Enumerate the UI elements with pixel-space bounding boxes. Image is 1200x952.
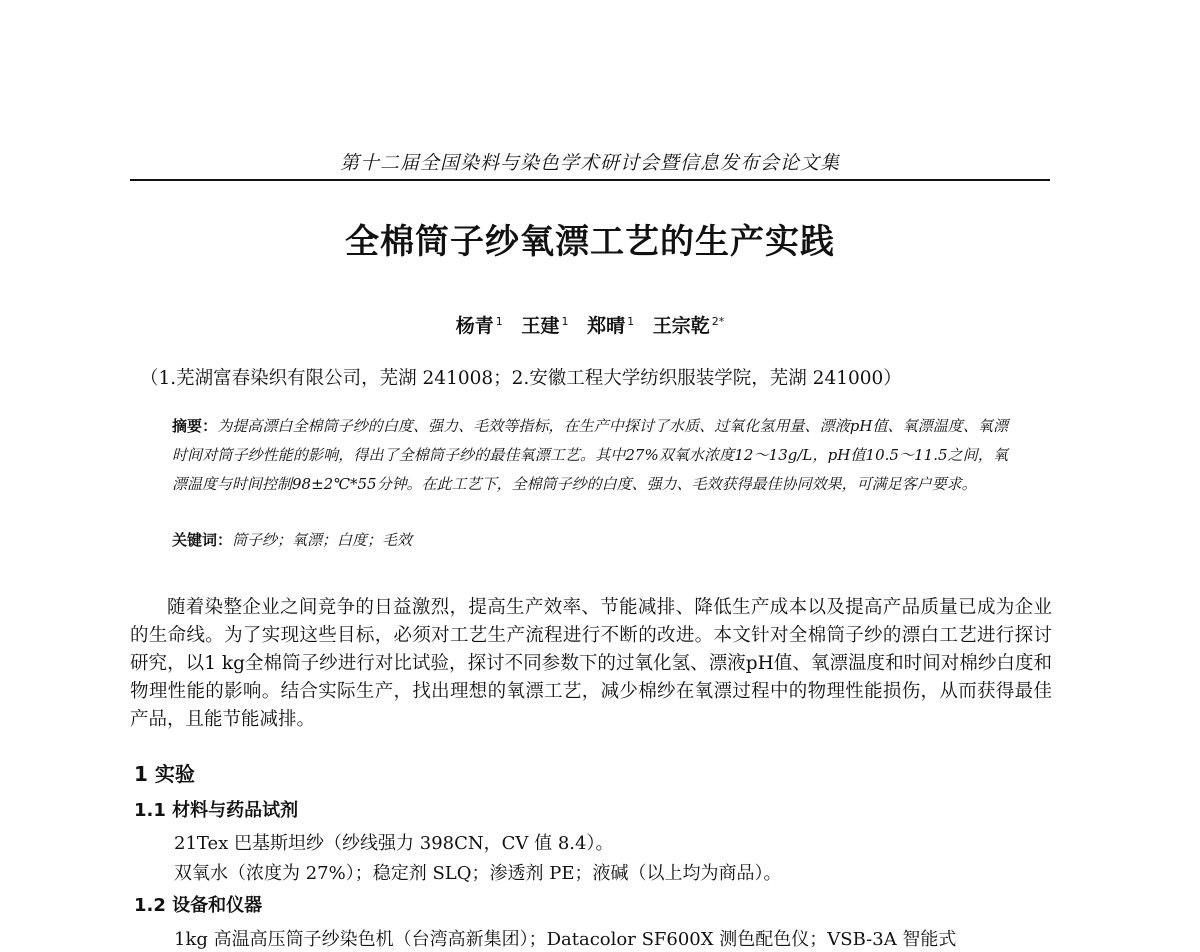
materials-line: 21Tex 巴基斯坦纱（纱线强力 398CN，CV 值 8.4）。 — [174, 833, 614, 854]
author-affil-mark: 1 — [495, 314, 503, 328]
section-heading: 1 实验 — [134, 762, 195, 786]
keywords — [172, 529, 1008, 550]
author — [587, 315, 634, 337]
intro-paragraph: 随着染整企业之间竞争的日益激烈，提高生产效率、节能减排、降低生产成本以及提高产品质量已成为企业的生命线。为了实现这些目标，必须对工艺生产流程进行不断的改进。本文针对全棉筒子纱的漂白工艺进行探讨研究，以1 kg全棉筒子纱进行对比试验，探讨不同参数下的过氧化氢、漂液pH值、氧漂温度和时间对棉纱白度和物理性能的影响。结合实际生产，找出理想的氧漂工艺，减少棉纱在氧漂过程中的物理性能损伤，从而获得最佳产品，且能节能减排。 — [130, 597, 1052, 730]
subsection-heading: 1.1 材料与药品试剂 — [134, 800, 299, 821]
paper-title: 全棉筒子纱氧漂工艺的生产实践 — [345, 222, 835, 262]
equipment-line: 1kg 高温高压筒子纱染色机（台湾高新集团）；Datacolor SF600X 测色配色仪；VSB-3A 智能式 — [174, 929, 957, 950]
running-header: 第十二届全国染料与染色学术研讨会暨信息发布会论文集 — [339, 152, 840, 174]
author-name: 郑晴 — [587, 315, 626, 337]
author-affil-mark: 1 — [561, 314, 569, 328]
author-name: 王宗乾 — [652, 315, 710, 337]
materials-line: 双氧水（浓度为 27%）；稳定剂 SLQ；渗透剂 PE；液碱（以上均为商品）。 — [174, 863, 782, 884]
keywords-label: 关键词： — [172, 531, 233, 549]
abstract — [172, 412, 1008, 499]
author-name: 王建 — [521, 315, 560, 337]
affiliation: （1.芜湖富春染织有限公司，芜湖 241008；2.安徽工程大学纺织服装学院，芜湖 241000） — [140, 368, 902, 389]
author — [456, 315, 503, 337]
author — [653, 315, 725, 337]
author-list — [130, 311, 1050, 338]
author-name: 杨青 — [455, 315, 494, 337]
keywords-text: 筒子纱；氧漂；白度；毛效 — [232, 531, 413, 549]
abstract-label: 摘要： — [172, 417, 218, 435]
header-rule — [130, 179, 1050, 181]
subsection-heading: 1.2 设备和仪器 — [134, 895, 263, 916]
author-affil-mark: 2* — [711, 314, 725, 328]
author — [521, 315, 568, 337]
author-affil-mark: 1 — [627, 314, 635, 328]
abstract-text: 为提高漂白全棉筒子纱的白度、强力、毛效等指标，在生产中探讨了水质、过氧化氢用量、漂液pH值、氧漂温度、氧漂时间对筒子纱性能的影响，得出了全棉筒子纱的最佳氧漂工艺。其中27%双氧水浓度12～13g/L，pH值10.5～11.5之间，氧漂温度与时间控制98±2℃*55分钟。在此工艺下，全棉筒子纱的白度、强力、毛效获得最佳协同效果，可满足客户要求。 — [172, 417, 1008, 493]
